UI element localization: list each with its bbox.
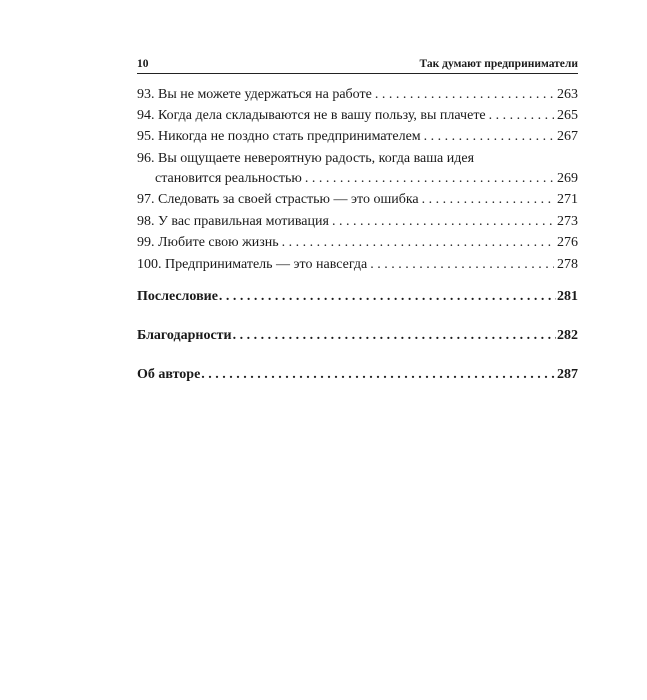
toc-entry xyxy=(137,129,578,149)
toc-section xyxy=(137,367,578,387)
toc-entry-title: 93. Вы не можете удержаться на работе xyxy=(137,87,372,102)
toc-section xyxy=(137,289,578,309)
toc-entry-page: 269 xyxy=(557,171,578,186)
dot-leader xyxy=(489,108,554,124)
dot-leader xyxy=(201,367,556,383)
toc-entry-title: 96. Вы ощущаете невероятную радость, когда ваша идея xyxy=(137,151,475,166)
dot-leader xyxy=(305,171,554,187)
toc-entry xyxy=(137,192,578,212)
dot-leader xyxy=(219,289,556,305)
toc-entry-page: 273 xyxy=(557,214,578,229)
dot-leader xyxy=(424,129,554,145)
toc-entry-title: 97. Следовать за своей страстью — это ошибка xyxy=(137,192,419,207)
toc-entry-title: 98. У вас правильная мотивация xyxy=(137,214,329,229)
dot-leader xyxy=(233,328,556,344)
toc-section-title: Послесловие xyxy=(137,289,218,304)
toc-entry-page: 263 xyxy=(557,87,578,102)
toc-entry xyxy=(137,108,578,128)
toc-section-title: Благодарности xyxy=(137,328,232,343)
toc-entry-title: 94. Когда дела складываются не в вашу пользу, вы плачете xyxy=(137,108,486,123)
running-header xyxy=(137,58,578,74)
toc-entry-page: 276 xyxy=(557,235,578,250)
toc-entry-title: 100. Предприниматель — это навсегда xyxy=(137,257,368,272)
toc-section-page: 281 xyxy=(557,289,578,304)
toc-entry-page: 267 xyxy=(557,129,578,144)
dot-leader xyxy=(332,214,554,230)
toc-section-page: 287 xyxy=(557,367,578,382)
toc-section-title: Об авторе xyxy=(137,367,201,382)
toc-entry-title: 95. Никогда не поздно стать предпринимателем xyxy=(137,129,421,144)
dot-leader xyxy=(375,87,554,103)
toc-entry xyxy=(137,257,578,277)
toc-entry-page: 278 xyxy=(557,257,578,272)
toc-entry-page: 271 xyxy=(557,192,578,207)
toc-entry xyxy=(137,214,578,234)
toc-entry xyxy=(137,87,578,107)
page-number: 10 xyxy=(137,58,149,70)
running-title: Так думают предприниматели xyxy=(419,58,578,70)
dot-leader xyxy=(370,257,554,273)
toc-entry xyxy=(137,235,578,255)
toc-entry xyxy=(137,171,578,191)
toc-entry-page: 265 xyxy=(557,108,578,123)
toc-entry-title: 99. Любите свою жизнь xyxy=(137,235,279,250)
toc-section-page: 282 xyxy=(557,328,578,343)
dot-leader xyxy=(422,192,554,208)
dot-leader xyxy=(282,235,554,251)
toc-entry-title-continued: становится реальностью xyxy=(155,171,302,186)
toc-section xyxy=(137,328,578,348)
